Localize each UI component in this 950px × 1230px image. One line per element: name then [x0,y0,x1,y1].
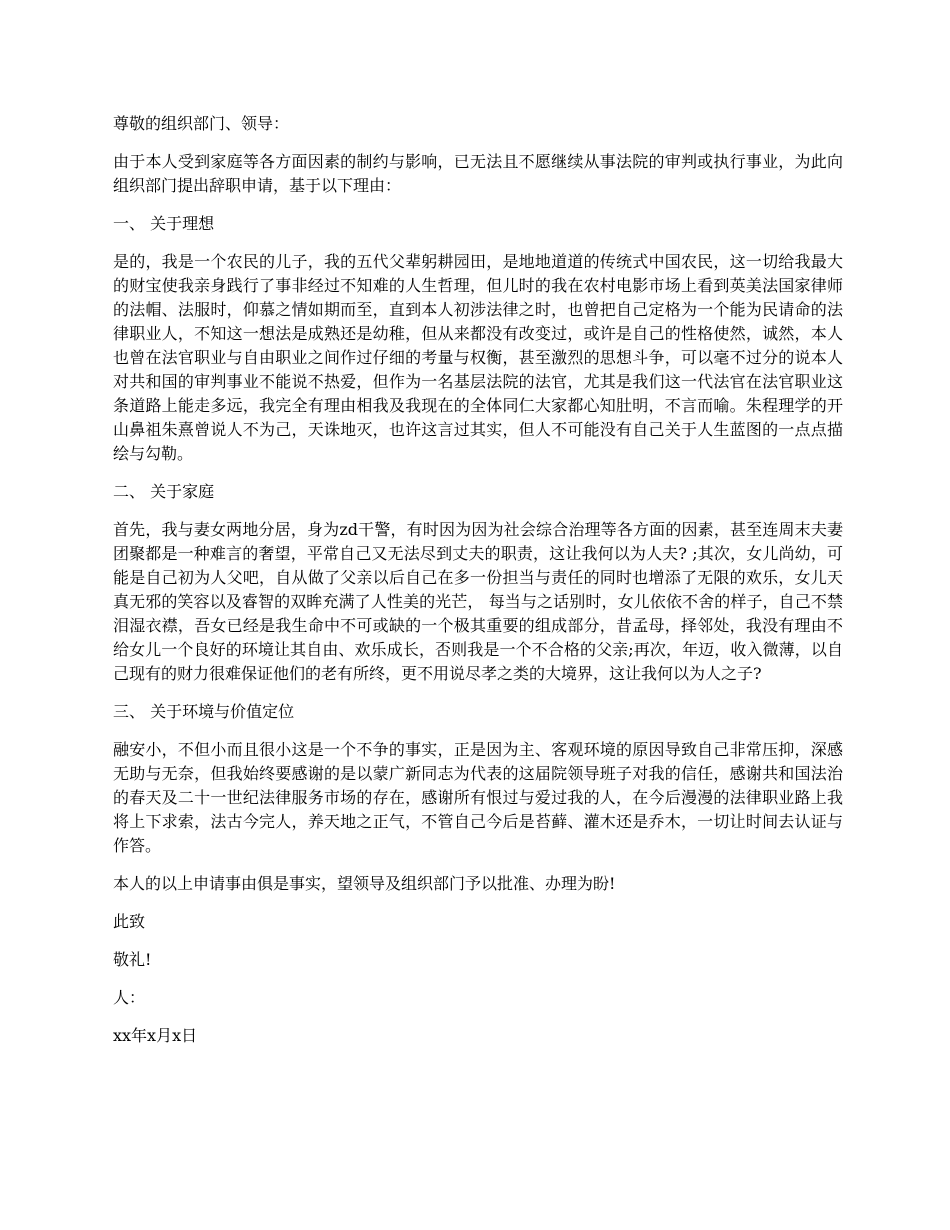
closing-cizhi: 此致 [113,912,146,931]
date-line: xx年x月x日 [113,1026,198,1045]
section-heading-family: 二、 关于家庭 [113,482,215,501]
section-heading-ideal: 一、 关于理想 [113,214,215,233]
closing-request: 本人的以上申请事由俱是事实，望领导及组织部门予以批准、办理为盼! [113,874,616,893]
closing-jingli: 敬礼! [113,950,152,969]
resignation-letter [113,112,843,1062]
signature-line: 人： [113,988,146,1007]
section-paragraph-family: 首先，我与妻女两地分居，身为zd干警，有时因为因为社会综合治理等各方面的因素，甚至连周末夫妻团聚都是一种难言的奢望，平常自己又无法尽到丈夫的职责，这让我何以为人夫? ;其次，女儿尚幼，可能是自己初为人父吧，自从做了父亲以后自己在多一份担当与责任的同时也增添了无限的欢乐，女儿天真无邪的笑容以及睿智的双眸充满了人性美的光芒， 每当与之话别时，女儿依依不舍的样子，自己不禁泪湿衣襟，吾女已经是我生命中不可或缺的一个极其重要的组成部分，昔孟母，择邻处，我没有理由不给女儿一个良好的环境让其自由、欢乐成长，否则我是一个不合格的父亲;再次，年迈，收入微薄，以自己现有的财力很难保证他们的老有所终，更不用说尽孝之类的大境界，这让我何以为人之子? [113,520,843,683]
section-paragraph-environment: 融安小，不但小而且很小这是一个不争的事实，正是因为主、客观环境的原因导致自己非常压抑，深感无助与无奈，但我始终要感谢的是以蒙广新同志为代表的这届院领导班子对我的信任，感谢共和国法治的春天及二十一世纪法律服务市场的存在，感谢所有恨过与爱过我的人，在今后漫漫的法律职业路上我将上下求索，法古今完人，养天地之正气，不管自己今后是苔藓、灌木还是乔木，一切让时间去认证与作答。 [113,740,843,855]
salutation: 尊敬的组织部门、领导： [113,114,290,133]
intro-paragraph: 由于本人受到家庭等各方面因素的制约与影响，已无法且不愿继续从事法院的审判或执行事业，为此向组织部门提出辞职申请，基于以下理由： [113,152,843,195]
section-heading-environment: 三、 关于环境与价值定位 [113,702,295,721]
section-paragraph-ideal: 是的，我是一个农民的儿子，我的五代父辈躬耕园田，是地地道道的传统式中国农民，这一切给我最大的财宝使我亲身践行了事非经过不知难的人生哲理，但儿时的我在农村电影市场上看到英美法国家律师的法帽、法服时，仰慕之情如期而至，直到本人初涉法律之时，也曾把自己定格为一个能为民请命的法律职业人，不知这一想法是成熟还是幼稚，但从来都没有改变过，或许是自己的性格使然，诚然，本人也曾在法官职业与自由职业之间作过仔细的考量与权衡，甚至激烈的思想斗争，可以毫不过分的说本人对共和国的审判事业不能说不热爱，但作为一名基层法院的法官，尤其是我们这一代法官在法官职业这条道路上能走多远，我完全有理由相我及我现在的全体同仁大家都心知肚明，不言而喻。朱程理学的开山鼻祖朱熹曾说人不为己，天诛地灭，也许这言过其实，但人不可能没有自己关于人生蓝图的一点点描绘与勾勒。 [113,252,843,463]
